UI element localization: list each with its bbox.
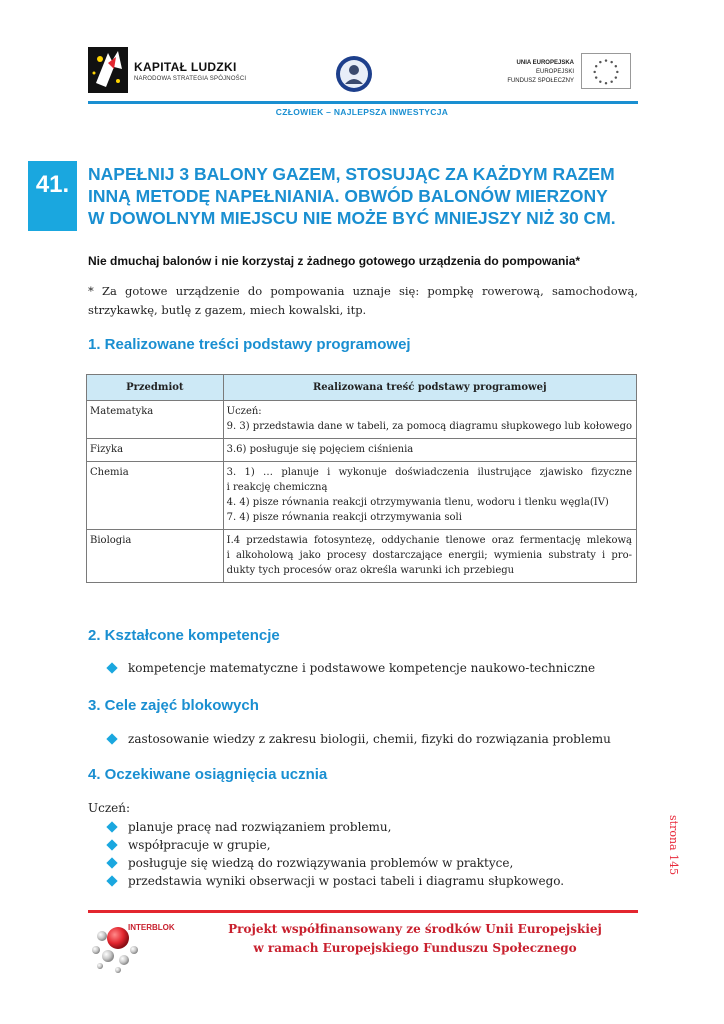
page-number-label: strona 145: [667, 815, 680, 876]
content-line: 3.6) posługuje się pojęciem ciśnienia: [226, 444, 414, 455]
table-row: [87, 462, 637, 530]
footer-funding-note: [190, 920, 640, 958]
table-cell-content: [223, 530, 636, 583]
exercise-subtitle: Nie dmuchaj balonów i nie korzystaj z żadnego gotowego urządzenia do pompowania*: [88, 254, 581, 268]
emblem-portrait-icon: [334, 54, 374, 94]
list-item-text: kompetencje matematyczne i podstawowe kompetencje naukowo-techniczne: [128, 661, 596, 675]
list-item-text: przedstawia wyniki obserwacji w postaci tabeli i diagramu słupkowego.: [128, 874, 565, 888]
interblok-logo-text: INTERBLOK: [128, 923, 175, 932]
table-cell-subject: Chemia: [87, 462, 224, 530]
list-item: [106, 730, 611, 748]
content-line: 9. 3) przedstawia dane w tabeli, za pomocą diagramu słupkowego lub kołowego: [226, 421, 632, 432]
table-cell-subject: Fizyka: [87, 439, 224, 462]
list-item: [106, 818, 564, 836]
footer-line2: w ramach Europejskiego Funduszu Społecznego: [253, 941, 577, 955]
content-line: Uczeń:: [226, 406, 262, 417]
outcomes-intro: Uczeń:: [88, 801, 131, 815]
header-divider: [88, 101, 638, 104]
table-cell-content: [223, 401, 636, 439]
page-number: [666, 815, 680, 885]
slogan: CZŁOWIEK – NAJLEPSZA INWESTYCJA: [275, 107, 449, 117]
table-cell-subject: Biologia: [87, 530, 224, 583]
diamond-bullet-icon: [106, 857, 117, 868]
list-item-text: planuje pracę nad rozwiązaniem problemu,: [128, 820, 392, 834]
page-header: [0, 0, 724, 125]
list-item: [106, 872, 564, 890]
table-row: [87, 439, 637, 462]
section2-heading: 2. Kształcone kompetencje: [88, 627, 280, 644]
table-cell-subject: Matematyka: [87, 401, 224, 439]
table-row: [87, 401, 637, 439]
footer-divider: [88, 910, 638, 913]
eu-label: [507, 59, 574, 86]
kapital-ludzki-logo-icon: [88, 47, 132, 95]
list-item-text: posługuje się wiedzą do rozwiązywania problemów w praktyce,: [128, 856, 514, 870]
eu-label-line1: UNIA EUROPEJSKA: [516, 60, 574, 66]
list-item: [106, 836, 564, 854]
content-line: i alkoholową jako procesy dostarczające energii; wymienia substraty i pro-: [226, 550, 632, 561]
diamond-bullet-icon: [106, 839, 117, 850]
section3-heading: 3. Cele zajęć blokowych: [88, 697, 259, 714]
exercise-number: 41.: [28, 161, 77, 231]
title-line: W DOWOLNYM MIEJSCU NIE MOŻE BYĆ MNIEJSZY NIŻ 30 CM.: [88, 208, 616, 228]
list-item: [106, 659, 595, 677]
content-line: 3. 1) … planuje i wykonuje doświadczenia ilustrujące zjawisko fizyczne: [226, 467, 632, 478]
table-row: [87, 530, 637, 583]
table-header-row: [87, 375, 637, 401]
logo-subtitle: NARODOWA STRATEGIA SPÓJNOŚCI: [134, 76, 247, 82]
diamond-bullet-icon: [106, 875, 117, 886]
diamond-bullet-icon: [106, 733, 117, 744]
content-line: 4. 4) pisze równania reakcji otrzymywania tlenu, wodoru i tlenku węgla(IV): [226, 497, 609, 508]
curriculum-table: [86, 374, 637, 583]
list-item-text: zastosowanie wiedzy z zakresu biologii, chemii, fizyki do rozwiązania problemu: [128, 732, 611, 746]
table-header-content: Realizowana treść podstawy programowej: [223, 375, 636, 401]
footer-line1: Projekt współfinansowany ze środków Unii Europejskiej: [228, 922, 602, 936]
exercise-note: * Za gotowe urządzenie do pompowania uznaje się: pompkę rowerową, samochodową, strzykawkę, butlę z gazem, miech kowalski, itp.: [88, 284, 638, 317]
list-item-text: współpracuje w grupie,: [128, 838, 271, 852]
content-line: i reakcję chemiczną: [226, 482, 328, 493]
content-line: I.4 przedstawia fotosyntezę, oddychanie tlenowe oraz fermentację mlekową: [226, 535, 632, 546]
table-cell-content: [223, 439, 636, 462]
content-line: dukty tych procesów oraz określa warunki ich przebiegu: [226, 565, 515, 576]
competencies-list: [106, 659, 595, 677]
section4-heading: 4. Oczekiwane osiągnięcia ucznia: [88, 766, 328, 783]
logo-title: KAPITAŁ LUDZKI: [134, 60, 237, 74]
table-header-subject: Przedmiot: [87, 375, 224, 401]
list-item: [106, 854, 564, 872]
content-line: 7. 4) pisze równania reakcji otrzymywania soli: [226, 512, 462, 523]
table-cell-content: [223, 462, 636, 530]
diamond-bullet-icon: [106, 821, 117, 832]
eu-flag-icon: [581, 53, 631, 89]
interblok-logo-icon: [88, 918, 183, 976]
eu-label-line2: EUROPEJSKI: [535, 69, 574, 75]
eu-label-line3: FUNDUSZ SPOŁECZNY: [507, 78, 574, 84]
diamond-bullet-icon: [106, 662, 117, 673]
title-line: INNĄ METODĘ NAPEŁNIANIA. OBWÓD BALONÓW MIERZONY: [88, 186, 608, 206]
goals-list: [106, 730, 611, 748]
title-line: NAPEŁNIJ 3 BALONY GAZEM, STOSUJĄC ZA KAŻDYM RAZEM: [88, 164, 615, 184]
exercise-title: [88, 163, 648, 229]
outcomes-list: [106, 818, 564, 890]
section1-heading: 1. Realizowane treści podstawy programowej: [88, 336, 411, 353]
